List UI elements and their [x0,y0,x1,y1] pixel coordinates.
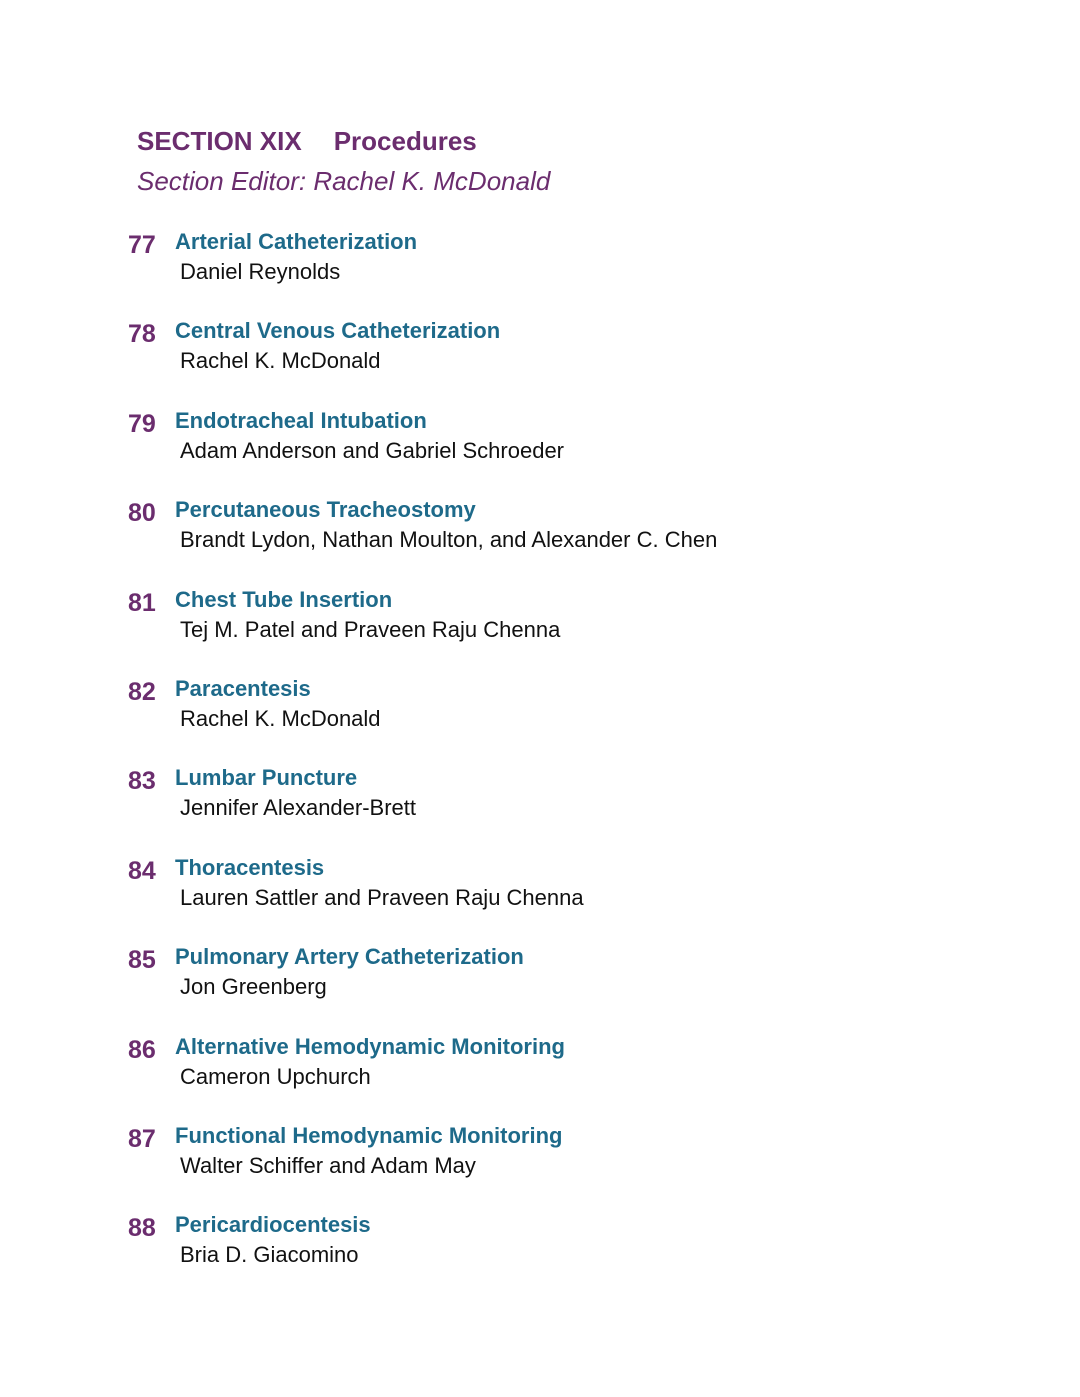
chapter-title[interactable]: Chest Tube Insertion [175,586,393,612]
chapter-number: 88 [128,1214,156,1243]
chapter-title[interactable]: Central Venous Catheterization [175,318,501,344]
chapter-authors: Walter Schiffer and Adam May [180,1152,476,1178]
chapter-entry[interactable] [0,317,1080,406]
chapter-number: 81 [128,588,156,617]
chapter-number: 83 [128,767,156,796]
chapter-entry[interactable] [0,407,1080,496]
chapter-number: 78 [128,320,156,349]
chapter-title[interactable]: Lumbar Puncture [175,765,358,791]
chapter-entry[interactable] [0,764,1080,853]
chapter-entry[interactable] [0,228,1080,317]
chapter-authors: Tej M. Patel and Praveen Raju Chenna [180,616,561,642]
chapter-title[interactable]: Pulmonary Artery Catheterization [175,944,524,970]
chapter-authors: Daniel Reynolds [180,259,341,284]
chapter-number: 80 [128,499,156,528]
chapter-number: 87 [128,1124,156,1153]
chapter-number: 82 [128,677,156,706]
chapter-title[interactable]: Endotracheal Intubation [175,407,427,433]
chapter-authors: Brandt Lydon, Nathan Moulton, and Alexander C. Chen [180,527,718,553]
section-heading [137,126,477,157]
chapter-title[interactable]: Thoracentesis [175,854,325,880]
chapter-authors: Bria D. Giacomino [180,1242,359,1268]
chapter-number: 85 [128,946,156,975]
section-editor: Section Editor: Rachel K. McDonald [137,166,551,196]
chapter-authors: Adam Anderson and Gabriel Schroeder [180,437,565,463]
chapter-title[interactable]: Functional Hemodynamic Monitoring [175,1122,563,1148]
chapter-number: 77 [128,231,156,259]
chapter-entry[interactable] [0,496,1080,585]
chapter-number: 86 [128,1035,156,1064]
chapter-entry[interactable] [0,1211,1080,1300]
chapter-authors: Lauren Sattler and Praveen Raju Chenna [180,884,584,910]
chapter-number: 84 [128,856,156,885]
chapter-number: 79 [128,409,156,438]
section-label: SECTION XIX [137,126,302,156]
chapter-title[interactable]: Percutaneous Tracheostomy [175,497,476,523]
chapter-authors: Jon Greenberg [180,974,327,1000]
chapter-title[interactable]: Arterial Catheterization [175,229,418,254]
chapter-list [0,228,1080,1301]
chapter-authors: Jennifer Alexander-Brett [180,795,417,821]
chapter-entry[interactable] [0,675,1080,764]
chapter-entry[interactable] [0,943,1080,1032]
chapter-entry[interactable] [0,1033,1080,1122]
chapter-entry[interactable] [0,586,1080,675]
chapter-title[interactable]: Pericardiocentesis [175,1212,371,1238]
chapter-entry[interactable] [0,854,1080,943]
chapter-authors: Cameron Upchurch [180,1063,371,1089]
chapter-entry[interactable] [0,1122,1080,1211]
chapter-title[interactable]: Paracentesis [175,675,311,701]
section-title: Procedures [333,126,477,156]
chapter-title[interactable]: Alternative Hemodynamic Monitoring [175,1033,565,1059]
chapter-authors: Rachel K. McDonald [180,705,381,731]
chapter-authors: Rachel K. McDonald [180,348,381,374]
